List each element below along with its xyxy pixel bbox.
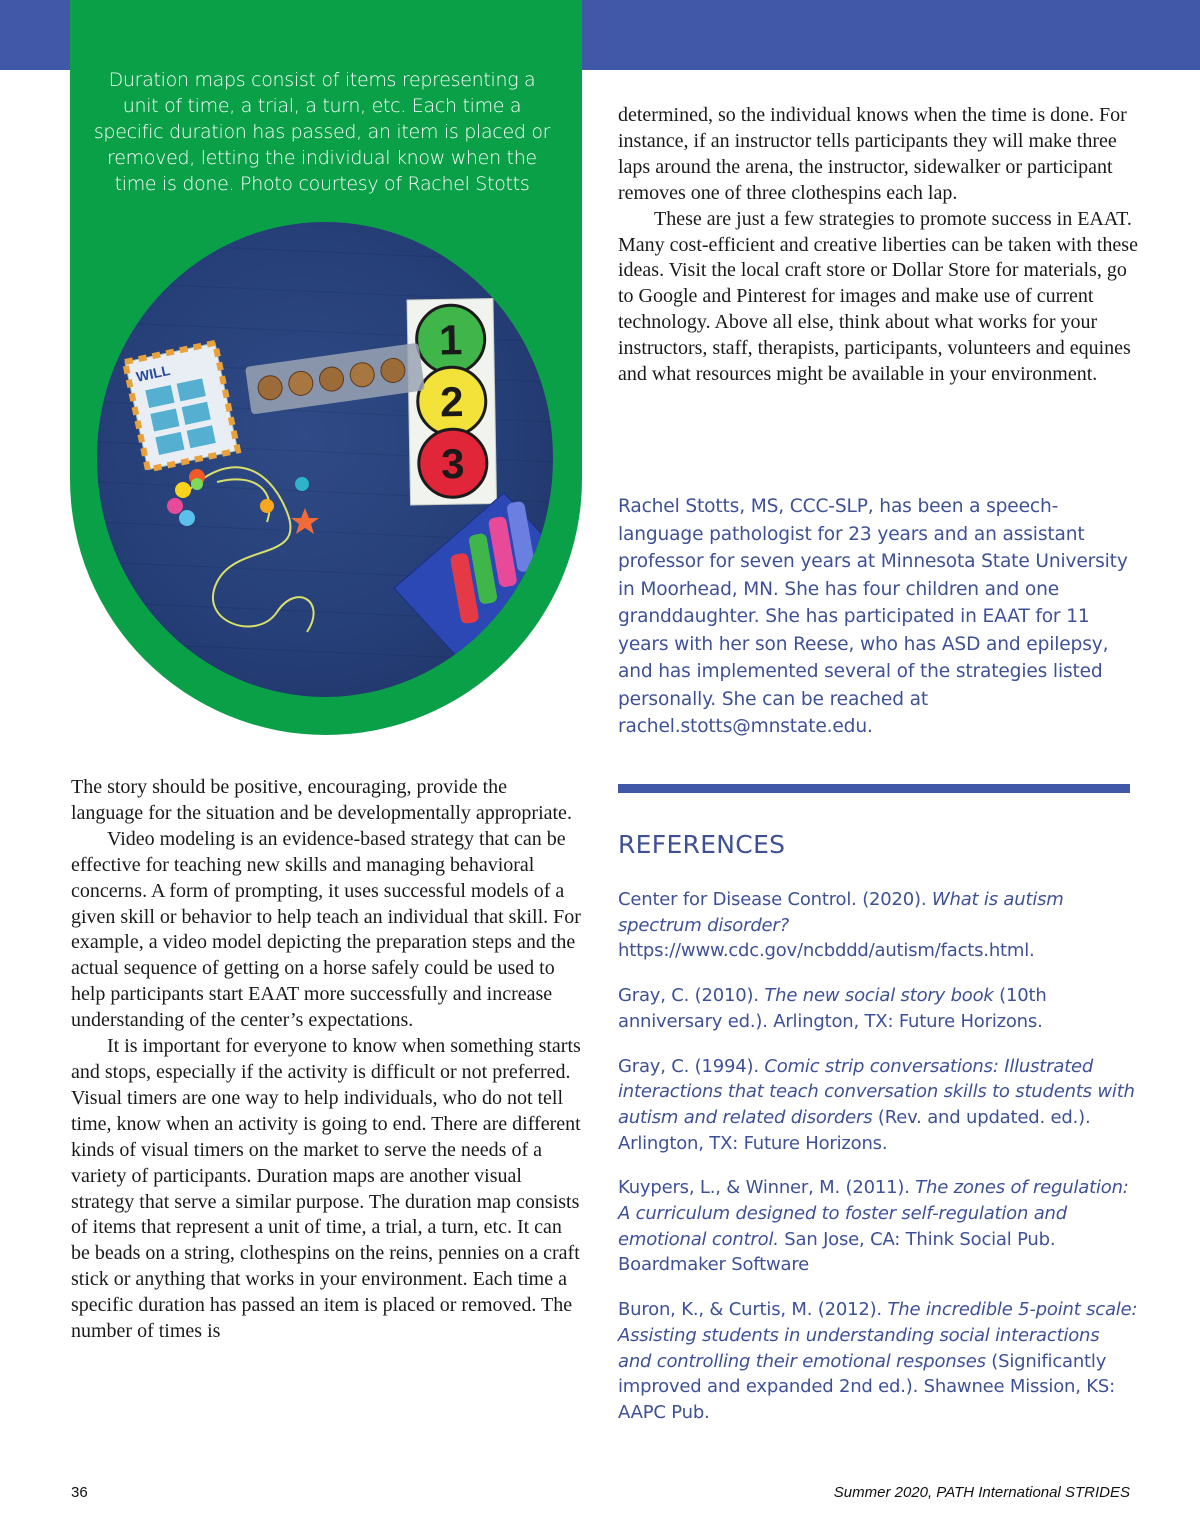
reference-item: Kuypers, L., & Winner, M. (2011). The zones of regulation: A curriculum designed to foster self-regulation and emotional control. San Jose, CA: Think Social Pub. Boardmaker Software: [618, 1177, 1129, 1276]
left-paragraph-1: The story should be positive, encouraging, provide the language for the situation and be developmentally appropriate.: [71, 776, 572, 824]
reference-item: Center for Disease Control. (2020). What is autism spectrum disorder? https://www.cdc.gov/ncbddd/autism/facts.html.: [618, 889, 1064, 962]
left-paragraph-3: It is important for everyone to know when something starts and stops, especially if the activity is difficult or not preferred. Visual timers are one way to help individuals, who do not tell time, know when an activity is going to end. There are different kinds of visual timers on the market to serve the needs of a variety of participants. Duration maps are another visual strategy that serve a similar purpose. The duration map consists of items that represent a unit of time, a trial, a turn, etc. It can be beads on a string, clothespins on the reins, pennies on a craft stick or anything that works in your environment. Each time a specific duration has passed an item is placed or removed. The number of times is: [71, 1035, 581, 1343]
schedule-card: [125, 343, 238, 470]
reference-item: Gray, C. (1994). Comic strip conversations: Illustrated interactions that teach conversation skills to students with autism and related disorders (Rev. and updated. ed.). Arlington, TX: Future Horizons.: [618, 1055, 1135, 1154]
bead-string: [167, 467, 319, 632]
penny-stick: [245, 343, 425, 415]
card-label: WILL: [134, 362, 172, 385]
duration-map-photo: [97, 222, 553, 697]
left-paragraph-2: Video modeling is an evidence-based strategy that can be effective for teaching new skills and managing behavioral concerns. A form of prompting, it uses successful models of a given skill or behavior to help teach an individual that skill. For example, a video model depicting the preparation steps and the actual sequence of getting on a horse safely could be used to help participants start EAAT more successfully and increase understanding of the center’s expectations.: [71, 827, 581, 1032]
page-number: 36: [71, 1484, 88, 1501]
reference-item: Gray, C. (2010). The new social story book (10th anniversary ed.). Arlington, TX: Future Horizons.: [618, 985, 1047, 1032]
section-divider: [618, 784, 1130, 793]
publication-footer: Summer 2020, PATH International STRIDES: [833, 1484, 1130, 1501]
board-number-3: 3: [440, 440, 465, 488]
right-paragraph-2: These are just a few strategies to promote success in EAAT. Many cost-efficient and creative liberties can be taken with these ideas. Visit the local craft store or Dollar Store for materials, go to Google and Pinterest for images and make use of current technology. Above all else, think about what works for your instructors, staff, therapists, participants, volunteers and equines and what resources might be available in your environment.: [618, 207, 1138, 386]
references-heading: REFERENCES: [618, 830, 786, 859]
number-board: [407, 298, 497, 504]
board-number-2: 2: [439, 378, 464, 426]
board-number-1: 1: [438, 316, 463, 364]
left-column-text: [71, 775, 583, 1345]
photo-caption: Duration maps consist of items representing a unit of time, a trial, a turn, etc. Each time a specific duration has passed, an item is placed or removed, letting the individual know when the time is done. Photo courtesy of Rachel Stotts: [93, 69, 551, 195]
references-list: [618, 887, 1138, 1445]
duration-map-illustration: [97, 222, 553, 697]
author-bio: Rachel Stotts, MS, CCC-SLP, has been a speech-language pathologist for 23 years and an assistant professor for seven years at Minnesota State University in Moorhead, MN. She has four children and one granddaughter. She has participated in EAAT for 11 years with her son Reese, who has ASD and epilepsy, and has implemented several of the strategies listed personally. She can be reached at rachel.stotts@mnstate.edu.: [618, 496, 1128, 737]
right-paragraph-1: determined, so the individual knows when the time is done. For instance, if an instructor tells participants they will make three laps around the arena, the instructor, sidewalker or participant removes one of three clothespins each lap.: [618, 104, 1127, 204]
reference-item: Buron, K., & Curtis, M. (2012). The incredible 5-point scale: Assisting students in understanding social interactions and controlling their emotional responses (Significantly improved and expanded 2nd ed.). Shawnee Mission, KS: AAPC Pub.: [618, 1299, 1138, 1423]
right-column-text: [618, 103, 1138, 388]
